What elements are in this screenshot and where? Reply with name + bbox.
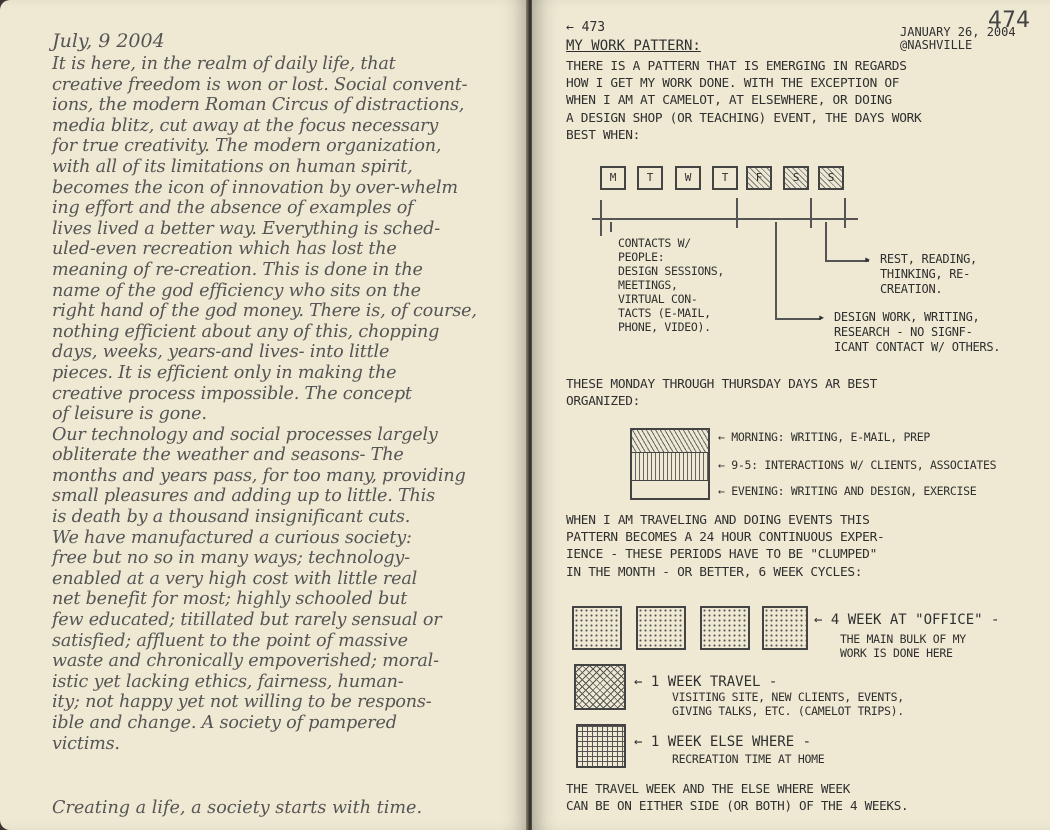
paragraph-line: THESE MONDAY THROUGH THURSDAY DAYS AR BEST: [566, 377, 877, 392]
day-box-sunday: S: [818, 166, 844, 190]
left-date: July, 9 2004: [52, 30, 165, 52]
nine-five-label: ← 9-5: INTERACTIONS W/ CLIENTS, ASSOCIATES: [718, 458, 997, 472]
section-heading: MY WORK PATTERN:: [566, 38, 701, 54]
elsewhere-title: ← 1 WEEK ELSE WHERE -: [634, 734, 812, 750]
day-box-saturday: S: [783, 166, 809, 190]
bracket-line: [610, 222, 612, 232]
arrow-head-icon: ▸: [818, 310, 825, 324]
handwritten-line: satisfied; affluent to the point of massive: [52, 630, 408, 651]
paragraph-line: IN THE MONTH - OR BETTER, 6 WEEK CYCLES:: [566, 564, 863, 580]
label-line: VIRTUAL CON-: [618, 292, 698, 306]
arrow-line: [775, 318, 821, 320]
timeline-tick: [810, 198, 812, 228]
handwritten-line: few educated; titillated but rarely sensual or: [52, 610, 442, 631]
label-line: WORK IS DONE HERE: [840, 646, 953, 660]
handwritten-line: becomes the icon of innovation by over-whelm: [52, 177, 458, 198]
left-body: [52, 54, 522, 754]
handwritten-line: months and years pass, for too many, providing: [52, 465, 466, 486]
handwritten-line: Our technology and social processes largely: [52, 424, 438, 445]
day-box-thursday: T: [712, 166, 738, 190]
date-line: [900, 26, 1016, 52]
handwritten-line: right hand of the god money. There is, of course,: [52, 301, 477, 322]
label-line: PEOPLE:: [618, 250, 665, 264]
intro-line: BEST WHEN:: [566, 127, 641, 143]
morning-band: [632, 430, 708, 453]
office-week-block: [572, 606, 622, 650]
handwritten-line: It is here, in the realm of daily life, that: [52, 54, 396, 74]
timeline-tick: [736, 198, 738, 228]
day-box-wednesday: W: [675, 166, 701, 190]
handwritten-line: lives lived a better way. Everything is sched-: [52, 218, 440, 239]
label-line: REST, READING,: [880, 252, 977, 266]
handwritten-line: of leisure is gone.: [52, 404, 207, 425]
handwritten-line: ions, the modern Roman Circus of distractions,: [52, 95, 465, 116]
back-reference: ← 473: [566, 20, 606, 35]
arrow-head-icon: ▸: [864, 252, 871, 266]
travel-title: ← 1 WEEK TRAVEL -: [634, 674, 778, 690]
intro-line: A DESIGN SHOP (OR TEACHING) EVENT, THE DAYS WORK: [566, 110, 922, 126]
timeline: [592, 218, 858, 220]
intro-line: WHEN I AM AT CAMELOT, AT ELSEWHERE, OR DOING: [566, 93, 892, 109]
handwritten-line: meaning of re-creation. This is done in the: [52, 259, 423, 280]
timeline-tick: [600, 200, 602, 236]
label-line: MEETINGS,: [618, 278, 678, 292]
bracket-line: [775, 222, 777, 318]
label-line: DESIGN WORK, WRITING,: [834, 310, 980, 324]
handwritten-line: waste and chronically empoverished; moral-: [52, 651, 439, 672]
handwritten-line: free but no so in many ways; technology-: [52, 548, 410, 569]
handwritten-line: ible and change. A society of pampered: [52, 713, 397, 733]
intro-paragraph: [566, 58, 1046, 144]
page-number: 474: [988, 8, 1030, 33]
elsewhere-subtitle: RECREATION TIME AT HOME: [672, 752, 825, 766]
handwritten-line: enabled at a very high cost with little real: [52, 568, 418, 589]
timeline-tick: [844, 198, 846, 228]
location-text: @NASHVILLE: [900, 38, 973, 52]
paragraph-line: ORGANIZED:: [566, 394, 641, 410]
label-line: CREATION.: [880, 282, 943, 296]
daytime-band: [632, 453, 708, 481]
paragraph-line: CAN BE ON EITHER SIDE (OR BOTH) OF THE 4 WEEKS.: [566, 798, 909, 813]
handwritten-line: media blitz, cut away at the focus necessary: [52, 115, 439, 136]
handwritten-line: creative process impossible. The concept: [52, 383, 412, 404]
paragraph-line: WHEN I AM TRAVELING AND DOING EVENTS THIS: [566, 513, 870, 528]
handwritten-line: pieces. It is efficient only in making the: [52, 362, 397, 383]
handwritten-line: ing effort and the absence of examples of: [52, 198, 414, 219]
morning-label: ← MORNING: WRITING, E-MAIL, PREP: [718, 430, 930, 444]
day-structure-diagram: [630, 428, 710, 500]
label-line: DESIGN SESSIONS,: [618, 264, 724, 278]
travel-week-block: [574, 664, 626, 710]
handwritten-line: small pleasures and adding up to little. This: [52, 486, 435, 507]
intro-line: HOW I GET MY WORK DONE. WITH THE EXCEPTION OF: [566, 76, 900, 92]
arrow-line: [825, 260, 869, 262]
bracket-line: [825, 222, 827, 260]
office-week-block: [700, 606, 750, 650]
office-week-block: [762, 606, 808, 650]
handwritten-line: for true creativity. The modern organization,: [52, 136, 442, 157]
day-box-friday: F: [746, 166, 772, 190]
handwritten-line: istic yet lacking ethics, fairness, human-: [52, 671, 404, 692]
office-week-block: [636, 606, 686, 650]
rest-label: [880, 252, 977, 297]
label-line: THE MAIN BULK OF MY: [840, 632, 966, 646]
paragraph-line: IENCE - THESE PERIODS HAVE TO BE "CLUMPED": [566, 547, 877, 563]
handwritten-line: name of the god efficiency who sits on the: [52, 280, 421, 301]
travel-subtitle: [672, 690, 904, 718]
paragraph-line: PATTERN BECOMES A 24 HOUR CONTINUOUS EXPER-: [566, 530, 885, 546]
monday-thursday-paragraph: [566, 376, 1046, 410]
handwritten-line: with all of its limitations on human spirit,: [52, 156, 413, 177]
closing-paragraph: [566, 780, 1046, 814]
elsewhere-week-block: [576, 724, 626, 768]
contacts-label: [618, 236, 724, 334]
label-line: RESEARCH - NO SIGNF-: [834, 325, 973, 339]
handwritten-line: obliterate the weather and seasons- The: [52, 445, 404, 466]
handwritten-line: uled-even recreation which has lost the: [52, 239, 397, 260]
label-line: ICANT CONTACT W/ OTHERS.: [834, 340, 1001, 354]
paragraph-line: THE TRAVEL WEEK AND THE ELSE WHERE WEEK: [566, 781, 851, 796]
travel-paragraph: [566, 512, 1046, 581]
design-label: [834, 310, 1000, 355]
office-subtitle: [840, 632, 966, 660]
day-box-monday: M: [600, 166, 626, 190]
intro-line: THERE IS A PATTERN THAT IS EMERGING IN REGARDS: [566, 59, 907, 74]
handwritten-line: ity; not happy yet not willing to be respons-: [52, 692, 432, 713]
handwritten-line: victims.: [52, 733, 120, 754]
evening-band: [632, 481, 708, 498]
label-line: PHONE, VIDEO).: [618, 320, 711, 334]
handwritten-line: is death by a thousand insignificant cuts.: [52, 507, 411, 528]
handwritten-line: nothing efficient about any of this, chopping: [52, 321, 440, 342]
office-title: ← 4 WEEK AT "OFFICE" -: [814, 612, 1000, 628]
handwritten-line: We have manufactured a curious society:: [52, 527, 412, 548]
closing-line: Creating a life, a society starts with time.: [52, 798, 423, 818]
evening-label: ← EVENING: WRITING AND DESIGN, EXERCISE: [718, 484, 977, 498]
handwritten-line: creative freedom is won or lost. Social convent-: [52, 74, 468, 95]
label-line: THINKING, RE-: [880, 267, 971, 281]
label-line: VISITING SITE, NEW CLIENTS, EVENTS,: [672, 690, 904, 704]
label-line: CONTACTS W/: [618, 236, 691, 250]
day-box-tuesday: T: [637, 166, 663, 190]
handwritten-line: net benefit for most; highly schooled but: [52, 589, 408, 610]
label-line: TACTS (E-MAIL,: [618, 306, 711, 320]
handwritten-line: days, weeks, years-and lives- into little: [52, 342, 390, 363]
date-text: JANUARY 26, 2004: [900, 25, 1016, 39]
label-line: GIVING TALKS, ETC. (CAMELOT TRIPS).: [672, 704, 904, 718]
